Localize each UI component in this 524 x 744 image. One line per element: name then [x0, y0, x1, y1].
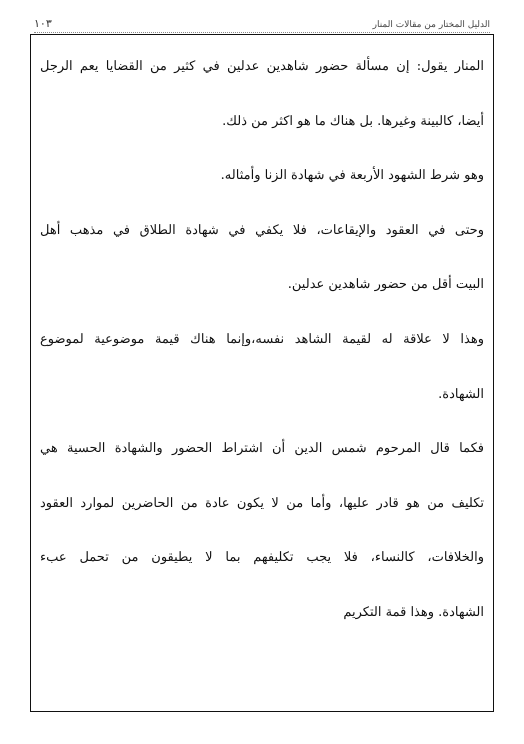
- text-line: وحتى في العقود والإيقاعات، فلا يكفي في شهادة الطلاق في مذهب أهل: [40, 222, 484, 238]
- text-line: المنار يقول: إن مسألة حضور شاهدين عدلين في كثير من القضايا يعم الرجل: [40, 59, 484, 74]
- page-number: ١٠٣: [34, 17, 52, 30]
- text-line: والخلافات، كالنساء، فلا يجب تكليفهم بما لا يطيقون من تحمل عبء: [40, 550, 484, 566]
- running-header: [34, 12, 490, 33]
- text-line: وهو شرط الشهود الأربعة في شهادة الزنا وأمثاله.: [220, 168, 484, 184]
- running-title: الدليل المختار من مقالات المنار: [372, 20, 490, 30]
- body-text: [40, 52, 484, 653]
- text-line: البيت أقل من حضور شاهدين عدلين.: [287, 277, 484, 293]
- text-line: أيضا، كالبينة وغيرها. بل هناك ما هو اكثر من ذلك.: [222, 113, 484, 129]
- text-line: الشهادة. وهذا قمة التكريم: [343, 604, 484, 620]
- text-line: وهذا لا علاقة له لقيمة الشاهد نفسه،وإنما هناك قيمة موضوعية لموضوع: [40, 331, 484, 347]
- text-line: تكليف من هو قادر عليها، وأما من لا يكون عادة من الحاضرين لموارد العقود: [40, 495, 484, 511]
- text-line: الشهادة.: [438, 386, 484, 402]
- text-line: فكما قال المرحوم شمس الدين أن اشتراط الحضور والشهادة الحسية هي: [40, 441, 484, 457]
